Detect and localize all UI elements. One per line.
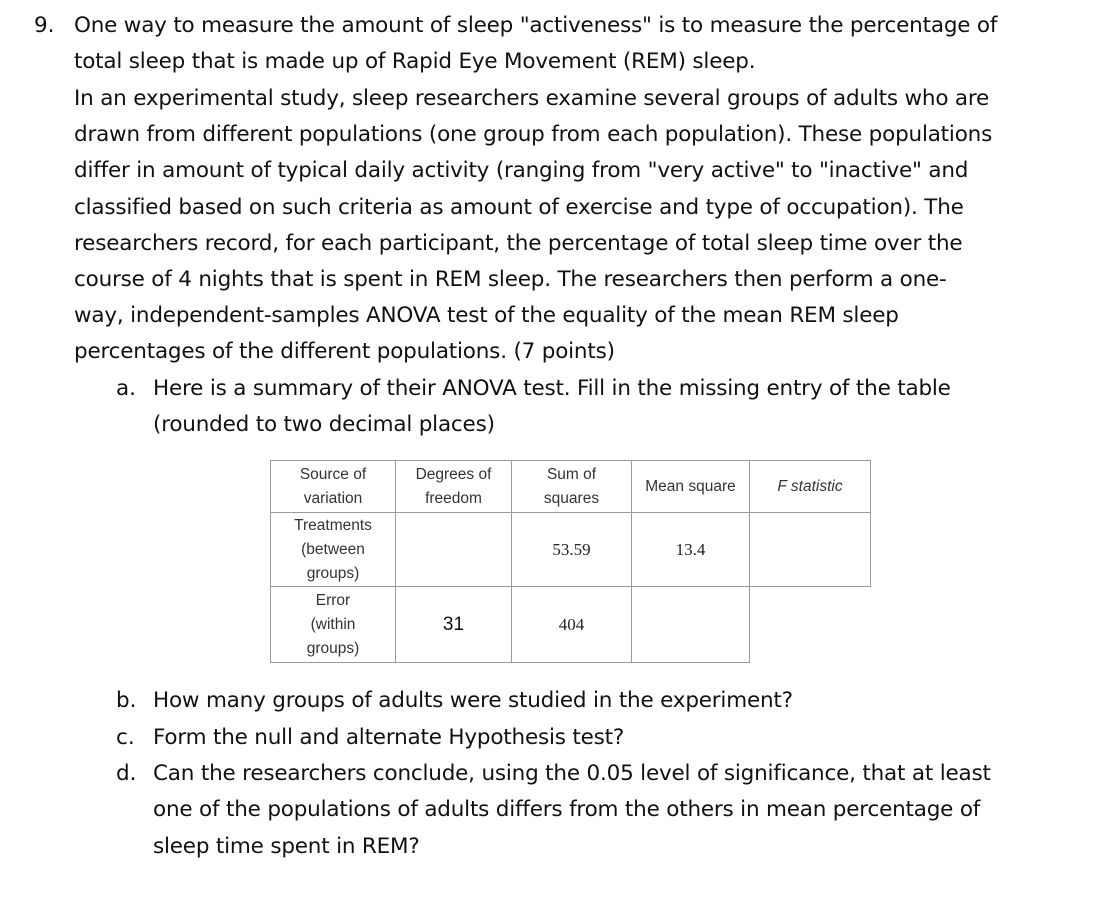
part-d-label: d. — [116, 761, 137, 786]
question-line: researchers record, for each participant, the percentage of total sleep time over the — [74, 231, 963, 256]
cell-source — [271, 513, 396, 587]
cell-df: 31 — [396, 587, 512, 663]
question-line: course of 4 nights that is spent in REM sleep. The researchers then perform a one- — [74, 267, 947, 292]
cell-ss: 404 — [512, 587, 632, 663]
cell-df-missing[interactable] — [396, 513, 512, 587]
cell-ms: 13.4 — [632, 513, 750, 587]
part-c-text: Form the null and alternate Hypothesis test? — [153, 725, 625, 750]
question-line: total sleep that is made up of Rapid Eye Movement (REM) sleep. — [74, 49, 756, 74]
anova-header-row — [271, 461, 871, 513]
header-df-line: Degrees of — [415, 465, 492, 483]
part-d-line: Can the researchers conclude, using the 0.05 level of significance, that at least — [153, 761, 991, 786]
cell-ms-missing[interactable] — [632, 587, 750, 663]
cell-source-line: Error — [315, 591, 351, 609]
header-df-line: freedom — [425, 489, 482, 507]
question-line: classified based on such criteria as amount of exercise and type of occupation). The — [74, 195, 964, 220]
cell-f-empty — [750, 587, 871, 663]
question-line: percentages of the different populations. (7 points) — [74, 339, 615, 364]
cell-ss: 53.59 — [512, 513, 632, 587]
table-row — [271, 513, 871, 587]
part-c-label: c. — [116, 725, 135, 750]
header-ms: Mean square — [632, 461, 750, 513]
part-a-line: Here is a summary of their ANOVA test. Fill in the missing entry of the table — [153, 376, 951, 401]
part-b-label: b. — [116, 688, 137, 713]
cell-source-line: (within — [310, 615, 356, 633]
header-source-line: variation — [303, 489, 363, 507]
table-row — [271, 587, 871, 663]
part-b-text: How many groups of adults were studied in the experiment? — [153, 688, 793, 713]
cell-source-line: groups) — [306, 564, 360, 582]
question-line: drawn from different populations (one group from each population). These populations — [74, 122, 993, 147]
cell-source-line: Treatments — [294, 516, 372, 534]
question-line: differ in amount of typical daily activity (ranging from "very active" to "inactive" and — [74, 158, 969, 183]
part-d-line: sleep time spent in REM? — [153, 834, 420, 859]
question-line: In an experimental study, sleep researchers examine several groups of adults who are — [74, 86, 990, 111]
cell-source-line: groups) — [306, 639, 360, 657]
cell-source — [271, 587, 396, 663]
header-ss-line: Sum of — [546, 465, 597, 483]
question-line: One way to measure the amount of sleep "activeness" is to measure the percentage of — [74, 13, 998, 38]
header-ss-line: squares — [543, 489, 600, 507]
header-df — [396, 461, 512, 513]
header-f: F statistic — [750, 461, 871, 513]
part-d-line: one of the populations of adults differs from the others in mean percentage of — [153, 797, 981, 822]
cell-f-missing[interactable] — [750, 513, 871, 587]
cell-source-line: (between — [301, 540, 365, 558]
header-source — [271, 461, 396, 513]
part-a-line: (rounded to two decimal places) — [153, 412, 495, 437]
header-ss — [512, 461, 632, 513]
question-line: way, independent-samples ANOVA test of the equality of the mean REM sleep — [74, 303, 899, 328]
header-source-line: Source of — [299, 465, 367, 483]
part-a-label: a. — [116, 376, 137, 401]
question-number: 9. — [34, 13, 55, 38]
anova-table — [270, 460, 870, 664]
